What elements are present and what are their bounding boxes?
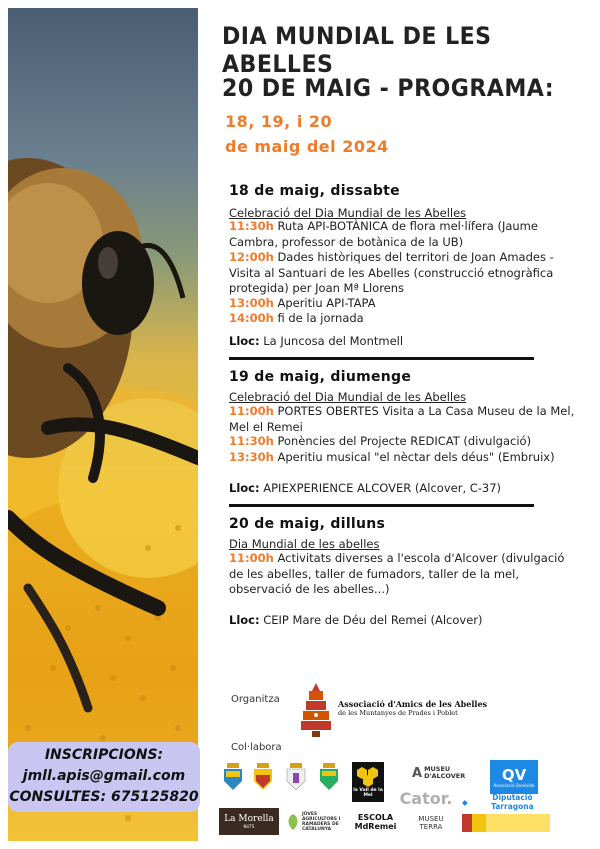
honeycomb-icon <box>356 766 380 788</box>
day-heading: 20 de maig, dilluns <box>229 516 386 532</box>
location <box>229 613 483 627</box>
schedule-item <box>229 296 579 312</box>
morella-subtext: NUTS <box>243 824 255 829</box>
schedule-item <box>229 250 579 297</box>
diputacio-logo <box>462 795 554 809</box>
dates-line-1: 18, 19, i 20 <box>225 112 333 131</box>
schedule-text: Ponències del Projecte REDICAT (divulgació) <box>273 434 532 448</box>
morella-text: La Morella <box>224 814 274 824</box>
government-logo <box>462 814 550 832</box>
day-heading: 18 de maig, dissabte <box>229 183 400 199</box>
schedule-time: 11:00h <box>229 404 274 418</box>
schedule-text: Dades històriques del territori de Joan Amades - Visita al Santuari de les Abelles (construcció etnogràfica protegida) per Joan Mª Llorens <box>229 250 554 295</box>
schedule-text: Ruta API-BOTÀNICA de flora mel·lífera (Jaume Cambra, professor de botànica de la UB) <box>229 219 538 249</box>
schedule-time: 12:00h <box>229 250 274 264</box>
registration-box <box>8 742 200 812</box>
schedule-text: PORTES OBERTES Visita a La Casa Museu de la Mel, Mel el Remei <box>229 404 575 434</box>
museu-alcover-logo <box>412 763 467 783</box>
town-shield-2-icon <box>252 763 274 791</box>
collabora-label: Col·labora <box>231 742 282 753</box>
flag-stripe-icon <box>462 814 472 832</box>
schedule-time: 11:30h <box>229 219 274 233</box>
program-title: 20 DE MAIG - PROGRAMA: <box>222 74 555 102</box>
beehive-logo-icon <box>298 681 334 739</box>
day-subtitle: Celebració del Dia Mundial de les Abelles <box>229 206 467 220</box>
section-divider <box>229 504 534 507</box>
organizer-line-2: de les Muntanyes de Prades i Poblet <box>338 709 458 717</box>
location-label: Lloc: <box>229 613 260 627</box>
leaf-icon <box>286 813 300 831</box>
escola-logo: ESCOLA MdRemei <box>354 813 397 831</box>
day-subtitle: Dia Mundial de les abelles <box>229 537 380 551</box>
museu-terra-logo: MUSEU TERRA <box>418 815 444 831</box>
location-value: APIEXPERIENCE ALCOVER (Alcover, C-37) <box>259 481 502 495</box>
registration-email[interactable]: jmll.apis@gmail.com <box>22 768 186 784</box>
schedule-item <box>229 434 579 450</box>
qv-text: QV <box>501 765 527 784</box>
schedule-text: Aperitiu API-TAPA <box>273 296 376 310</box>
schedule-text: fi de la jornada <box>273 311 364 325</box>
location-value: CEIP Mare de Déu del Remei (Alcover) <box>259 613 483 627</box>
qv-subtext: Associació Qualivida <box>493 782 535 788</box>
town-shield-1-icon <box>222 763 244 791</box>
town-shield-3-icon <box>285 763 307 791</box>
qv-logo <box>490 760 538 794</box>
location <box>229 334 403 348</box>
diputacio-text: Diputació Tarragona <box>491 793 534 811</box>
schedule-time: 14:00h <box>229 311 274 325</box>
schedule-text: Activitats diverses a l'escola d'Alcover (divulgació de les abelles, taller de fumadors, taller de la mel, observació de les abelles...) <box>229 551 565 596</box>
joves-text: JOVES AGRICULTORS I RAMADERS DE CATALUNYA <box>302 812 341 832</box>
location-label: Lloc: <box>229 334 260 348</box>
location-label: Lloc: <box>229 481 260 495</box>
schedule-item <box>229 404 579 435</box>
schedule-text: Aperitiu musical "el nèctar dels déus" (Embruix) <box>273 450 555 464</box>
contact-phone[interactable]: CONSULTES: 675125820 <box>9 789 199 805</box>
location-value: La Juncosa del Montmell <box>259 334 404 348</box>
registration-label: INSCRIPCIONS: <box>44 747 164 763</box>
day-heading: 19 de maig, diumenge <box>229 369 412 385</box>
section-divider <box>229 357 534 360</box>
schedule-item <box>229 219 579 250</box>
dates-line-2: de maig del 2024 <box>225 137 389 156</box>
cator-logo: Cator. <box>399 788 453 808</box>
schedule-item <box>229 551 579 598</box>
diputacio-mark-icon: ◆ <box>462 797 468 807</box>
location <box>229 481 501 495</box>
day-subtitle: Celebració del Dia Mundial de les Abelles <box>229 390 467 404</box>
schedule-item <box>229 311 579 327</box>
joves-logo <box>286 810 344 834</box>
schedule-item <box>229 450 579 466</box>
organizer-name <box>338 700 487 718</box>
museu-a-icon: A <box>412 765 423 781</box>
schedule-time: 11:00h <box>229 551 274 565</box>
bee-illustration <box>8 8 198 841</box>
schedule-time: 13:00h <box>229 296 274 310</box>
organitza-label: Organitza <box>231 694 280 705</box>
schedule-time: 11:30h <box>229 434 274 448</box>
organizer-line-1: Associació d'Amics de les Abelles <box>338 699 488 709</box>
morella-logo <box>219 808 279 835</box>
schedule-time: 13:30h <box>229 450 274 464</box>
town-shield-4-icon <box>318 763 340 791</box>
bee-photo <box>8 8 198 841</box>
museu-alcover-text: MUSEU D'ALCOVER <box>424 765 466 780</box>
lavall-text: la Vall de la Mel <box>353 788 383 798</box>
main-title: DIA MUNDIAL DE LES ABELLES <box>222 22 492 78</box>
lavall-logo <box>352 762 384 802</box>
